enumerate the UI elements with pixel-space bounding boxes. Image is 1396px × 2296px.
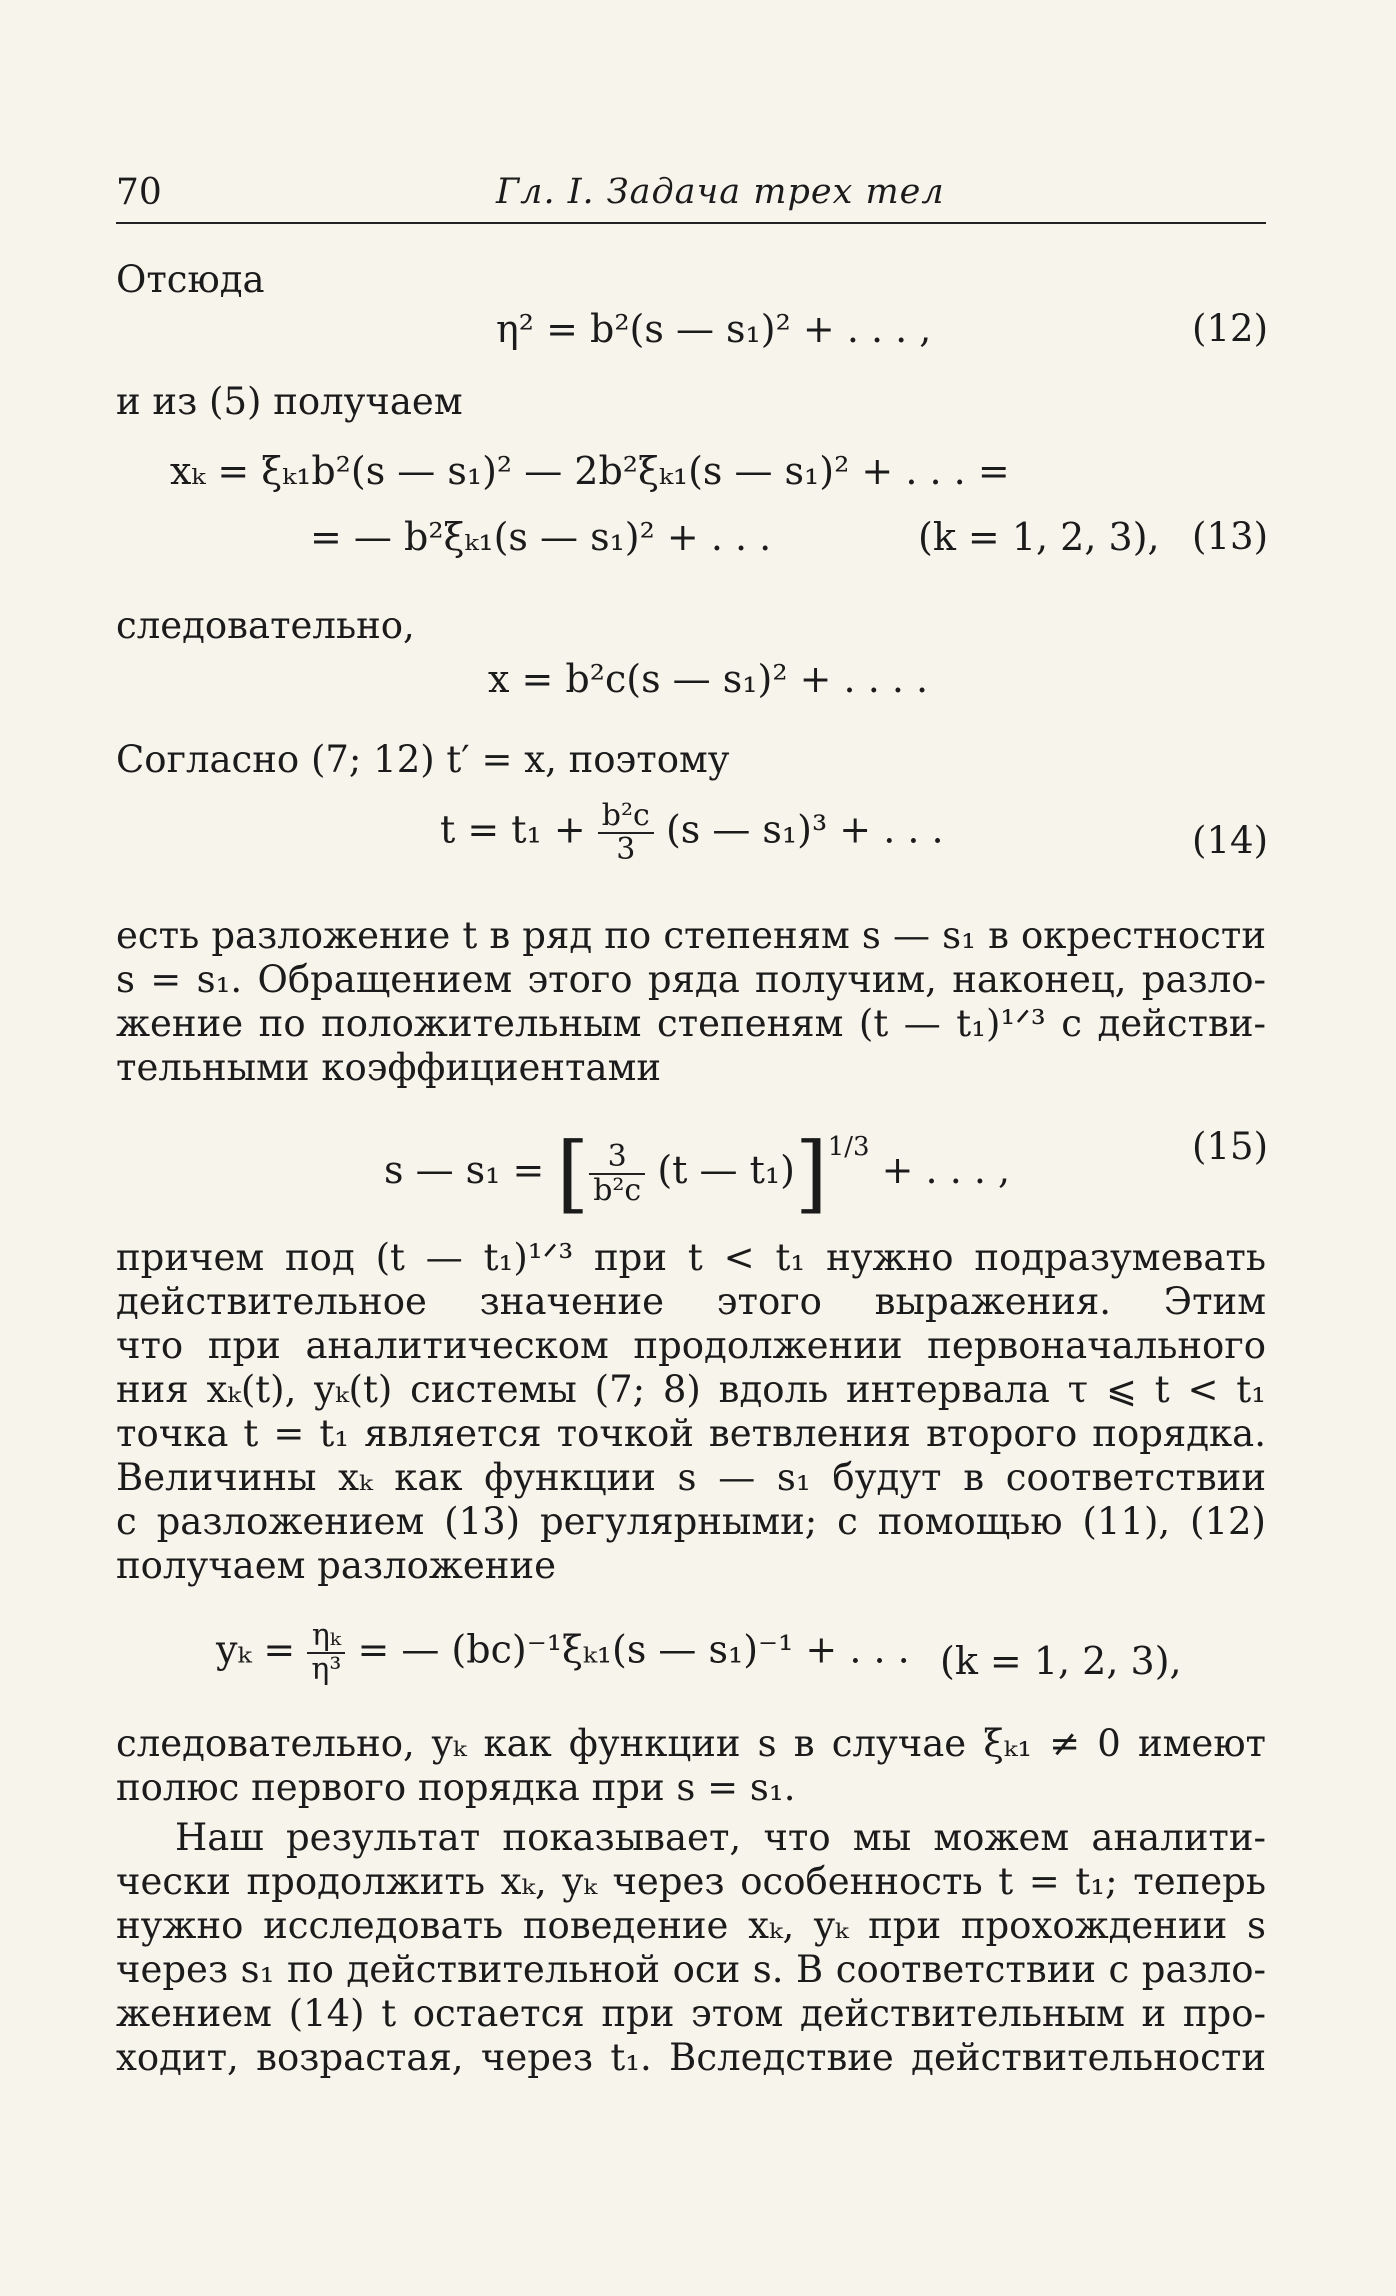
fraction [598, 800, 654, 866]
page-header [116, 170, 1266, 224]
equation-number-12: (12) [1192, 307, 1268, 350]
equation-number-13: (13) [1192, 515, 1268, 558]
equation-15-lhs: s — s₁ = [384, 1148, 545, 1192]
fraction-numerator: ηₖ [307, 1620, 345, 1654]
fraction-denominator: b²c [593, 1172, 642, 1208]
equation-y-condition: (k = 1, 2, 3), [940, 1639, 1182, 1683]
paragraph-line: что при аналитическом продолжении первоначального [116, 1324, 1266, 1367]
equation-14 [440, 800, 944, 866]
paragraph-line: тельными коэффициентами [116, 1046, 662, 1089]
paragraph-line: действительное значение этого выражения. Этим [116, 1280, 1266, 1323]
equation-15-inner: (t — t₁) [657, 1148, 795, 1192]
equation-14-rhs: (s — s₁)³ + . . . [665, 807, 944, 852]
text-line: Согласно (7; 12) t′ = x, поэтому [116, 738, 730, 781]
fraction-denominator: η³ [311, 1652, 342, 1687]
paragraph-line: s = s₁. Обращением этого ряда получим, наконец, разло- [116, 958, 1266, 1001]
equation-15 [384, 1102, 1011, 1223]
equation-13-line-2: = — b²ξₖ₁(s — s₁)² + . . . [310, 515, 772, 559]
paragraph-line: ния xₖ(t), yₖ(t) системы (7; 8) вдоль интервала τ ⩽ t < t₁ [116, 1368, 1266, 1411]
equation-15-rhs: + . . . , [881, 1148, 1011, 1192]
paragraph-line: с разложением (13) регулярными; с помощью (11), (12) [116, 1500, 1266, 1543]
paragraph-line: жением (14) t остается при этом действительным и про- [116, 1992, 1266, 2035]
text-line: Отсюда [116, 258, 265, 301]
paragraph-line: через s₁ по действительной оси s. В соответствии с разло- [116, 1948, 1266, 1991]
equation-number-15: (15) [1192, 1125, 1268, 1168]
running-title: Гл. I. Задача трех тел [496, 172, 945, 212]
paragraph-line: Наш результат показывает, что мы можем аналити- [175, 1816, 1266, 1859]
equation-y-lhs: yₖ = [216, 1627, 296, 1672]
equation-y-rhs: = — (bc)⁻¹ξₖ₁(s — s₁)⁻¹ + . . . [357, 1627, 910, 1672]
paragraph-line: Величины xₖ как функции s — s₁ будут в соответствии [116, 1456, 1266, 1499]
equation-y [216, 1620, 910, 1686]
paragraph-line: получаем разложение [116, 1544, 557, 1587]
page-number: 70 [116, 172, 162, 213]
fraction-denominator: 3 [616, 832, 636, 867]
paragraph-line: точка t = t₁ является точкой ветвления второго порядка. [116, 1412, 1266, 1455]
paragraph-line: полюс первого порядка при s = s₁. [116, 1766, 796, 1809]
text-line: и из (5) получаем [116, 380, 463, 423]
equation-13-condition: (k = 1, 2, 3), [918, 515, 1160, 559]
paragraph-line: чески продолжить xₖ, yₖ через особенность t = t₁; теперь [116, 1860, 1266, 1903]
paragraph-line: следовательно, yₖ как функции s в случае ξₖ₁ ≠ 0 имеют [116, 1722, 1266, 1765]
equation-x: x = b²c(s — s₁)² + . . . . [488, 657, 929, 701]
equation-14-lhs: t = t₁ + [440, 807, 586, 852]
equation-12: η² = b²(s — s₁)² + . . . , [496, 307, 932, 351]
paragraph-line: есть разложение t в ряд по степеням s — s₁ в окрестности [116, 914, 1266, 957]
paragraph-line: нужно исследовать поведение xₖ, yₖ при прохождении s [116, 1904, 1266, 1947]
left-bracket: [ [556, 1124, 590, 1223]
right-bracket: ] [794, 1124, 828, 1223]
text-line: следовательно, [116, 604, 415, 647]
fraction [589, 1138, 645, 1208]
paragraph-line: ходит, возрастая, через t₁. Вследствие действительности [116, 2036, 1266, 2079]
fraction [307, 1620, 345, 1686]
fraction-numerator: b²c [598, 800, 654, 834]
fraction-numerator: 3 [589, 1141, 645, 1175]
paragraph-line: жение по положительным степеням (t — t₁)¹ᐟ³ с действи- [116, 1002, 1266, 1045]
exponent: 1/3 [827, 1132, 870, 1162]
equation-number-14: (14) [1192, 819, 1268, 862]
equation-13-line-1: xₖ = ξₖ₁b²(s — s₁)² — 2b²ξₖ₁(s — s₁)² + . . . = [170, 449, 1010, 493]
paragraph-line: причем под (t — t₁)¹ᐟ³ при t < t₁ нужно подразумевать [116, 1236, 1266, 1279]
